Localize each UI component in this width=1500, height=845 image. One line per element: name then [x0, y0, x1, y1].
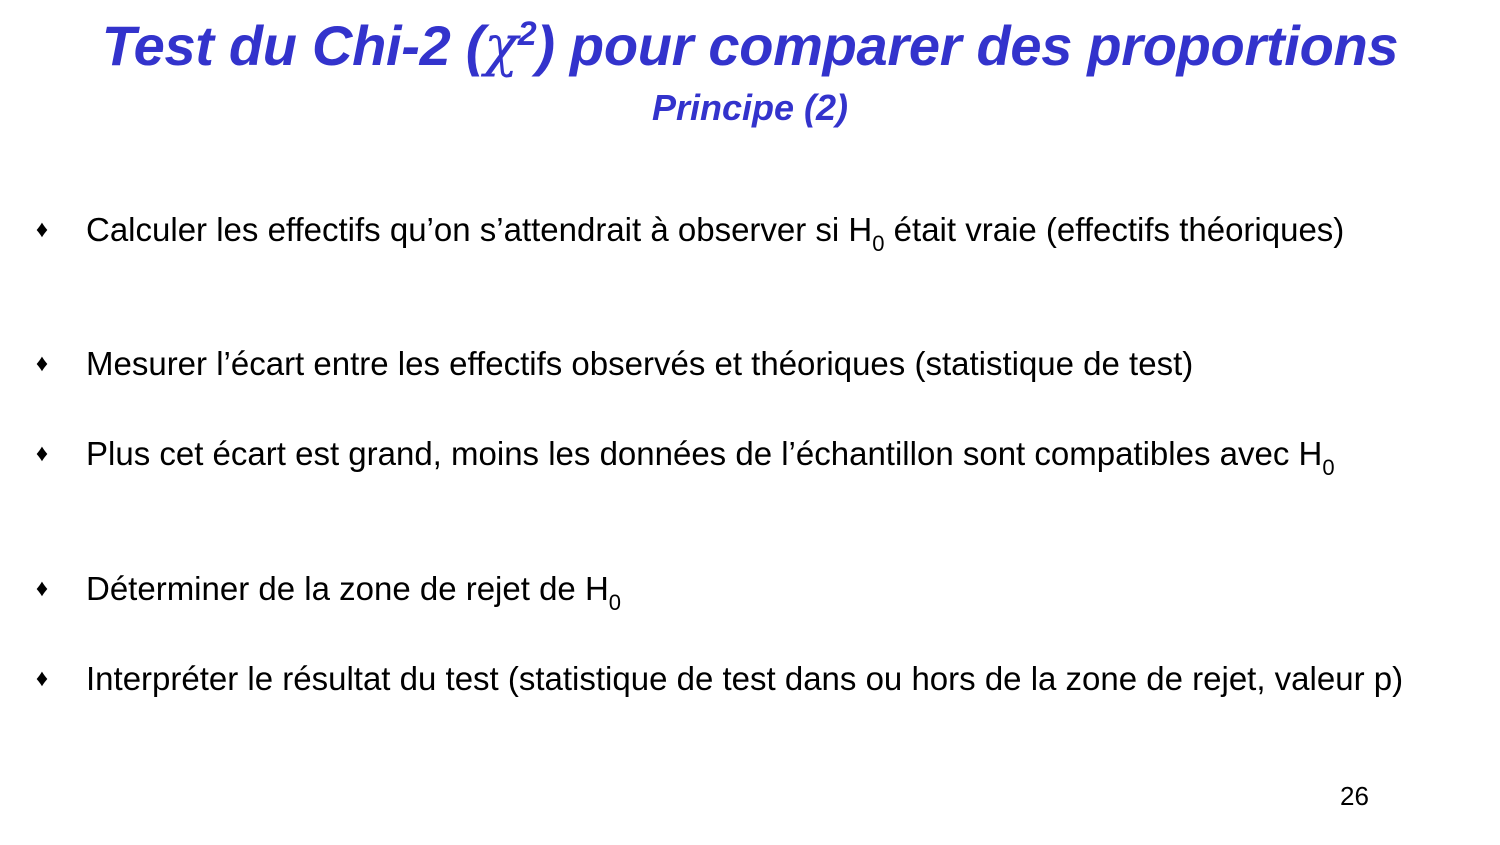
bullet-text: [86, 656, 1416, 701]
title-text-before: Test du Chi-2 (: [101, 14, 485, 77]
diamond-bullet-icon: ♦: [35, 350, 49, 377]
bullet-text: [86, 207, 1416, 256]
bullet-text-before: Calculer les effectifs qu’on s’attendrait à observer si H: [86, 211, 873, 248]
bullet-text-before: Déterminer de la zone de rejet de H: [86, 570, 609, 607]
bullet-text: [86, 431, 1416, 480]
subscript-zero: 0: [872, 231, 885, 256]
subscript-zero: 0: [608, 590, 622, 615]
bullet-text: [86, 341, 1416, 386]
diamond-bullet-icon: ♦: [35, 440, 49, 467]
bullet-text-before: Mesurer l’écart entre les effectifs observés et théoriques (statistique de test): [86, 345, 1194, 382]
page-number: 26: [1340, 781, 1369, 811]
diamond-bullet-icon: ♦: [35, 665, 49, 692]
bullet-text-before: Plus cet écart est grand, moins les données de l’échantillon sont compatibles avec H: [86, 435, 1323, 472]
title-text-after: ) pour comparer des proportions: [536, 14, 1399, 77]
bullet-text-before: Interpréter le résultat du test (statistique de test dans ou hors de la zone de rejet, valeur p): [86, 660, 1404, 697]
bullet-text-after: était vraie (effectifs théoriques): [884, 211, 1345, 248]
bullet-text: [86, 566, 1416, 615]
slide-subtitle: Principe (2): [651, 87, 849, 128]
diamond-bullet-icon: ♦: [35, 216, 49, 243]
diamond-bullet-icon: ♦: [35, 575, 49, 602]
subscript-zero: 0: [1322, 455, 1335, 480]
chi-symbol: χ: [484, 14, 518, 79]
chi-exponent: 2: [517, 15, 537, 53]
